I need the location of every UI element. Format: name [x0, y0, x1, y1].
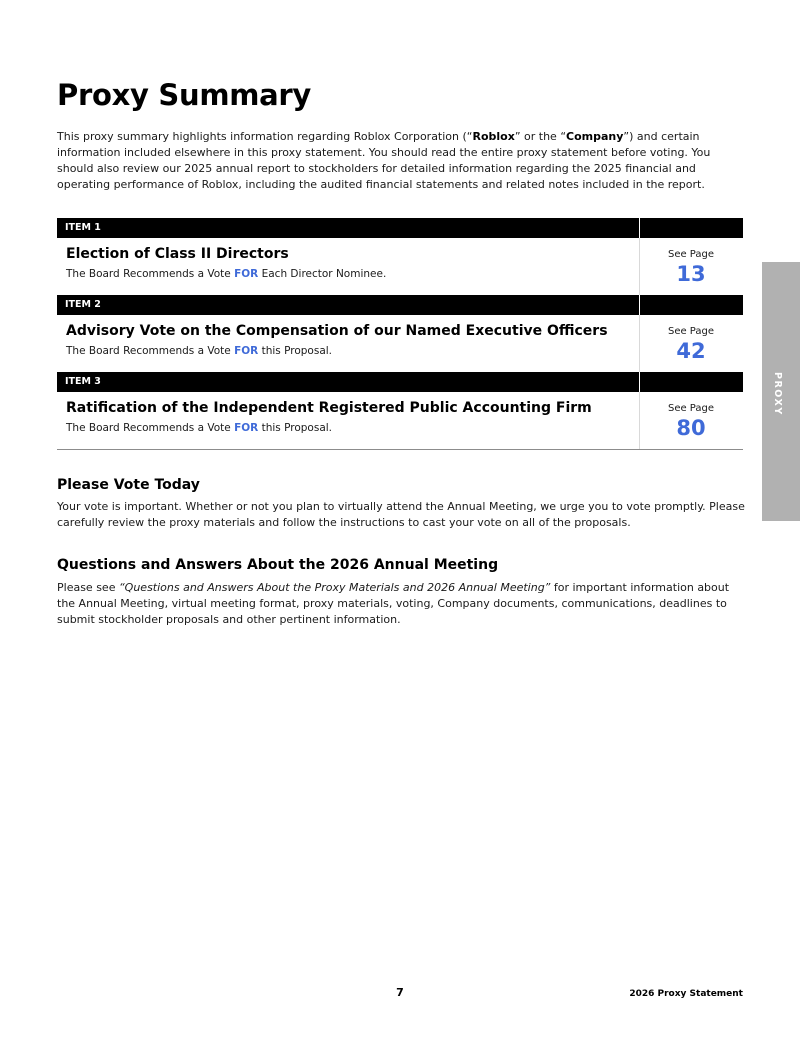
- recommendation-for: FOR: [234, 345, 259, 357]
- proposal-title: Election of Class II Directors: [66, 246, 289, 262]
- qa-text-prefix: Please see: [57, 581, 119, 594]
- item-header: [57, 218, 743, 238]
- see-page-label: See Page: [667, 326, 715, 337]
- recommendation-suffix: Each Director Nominee.: [258, 268, 387, 280]
- board-recommendation: [66, 422, 332, 434]
- item-header: [57, 295, 743, 315]
- page-title: Proxy Summary: [57, 78, 312, 112]
- column-divider: [639, 295, 640, 315]
- recommendation-suffix: this Proposal.: [258, 422, 333, 434]
- intro-text-3: ”) and certain information included elsewhere in this proxy statement. You should read the entire proxy statement before voting. You should also review our 2025 annual report to stockholders for detailed information regarding the 2025 financial and operating performance of Roblox, including the audited financial statements and related notes included in the report.: [57, 130, 711, 191]
- proposals-table: [57, 218, 743, 450]
- intro-paragraph: [57, 129, 747, 193]
- board-recommendation: [66, 345, 332, 357]
- intro-text-1: This proxy summary highlights information regarding Roblox Corporation (“: [57, 130, 473, 143]
- proposal-row: [57, 392, 743, 449]
- vote-today-heading: Please Vote Today: [57, 477, 200, 493]
- recommendation-for: FOR: [234, 422, 259, 434]
- proposal-row: [57, 238, 743, 295]
- page-reference-link[interactable]: 80: [676, 416, 706, 440]
- qa-text-suffix: for important information about the Annual Meeting, virtual meeting format, proxy materials, voting, Company documents, communications, deadlines to submit stockholder proposals and other pertinent information.: [57, 581, 730, 626]
- qa-section-reference[interactable]: “Questions and Answers About the Proxy Materials and 2026 Annual Meeting”: [118, 581, 551, 594]
- recommendation-for: FOR: [234, 268, 259, 280]
- table-bottom-rule: [57, 449, 743, 450]
- item-label: ITEM 3: [65, 376, 101, 387]
- intro-text-2: ” or the “: [514, 130, 567, 143]
- item-label: ITEM 2: [65, 299, 101, 310]
- qa-body: [57, 580, 747, 628]
- see-page-label: See Page: [667, 249, 715, 260]
- proposal-row: [57, 315, 743, 372]
- recommendation-prefix: The Board Recommends a Vote: [66, 268, 235, 280]
- item-label: ITEM 1: [65, 222, 101, 233]
- intro-bold-company: Company: [566, 130, 624, 143]
- see-page-label: See Page: [667, 403, 715, 414]
- column-divider: [639, 218, 640, 238]
- side-tab-label: PROXY: [772, 372, 783, 416]
- board-recommendation: [66, 268, 386, 280]
- qa-heading: Questions and Answers About the 2026 Annual Meeting: [57, 557, 499, 573]
- recommendation-suffix: this Proposal.: [258, 345, 333, 357]
- recommendation-prefix: The Board Recommends a Vote: [66, 422, 235, 434]
- side-section-tab: [762, 262, 800, 521]
- vote-today-body: Your vote is important. Whether or not you plan to virtually attend the Annual Meeting, we urge you to vote promptly. Please carefully review the proxy materials and follow the instructions to cast your vote on all of the proposals.: [57, 500, 745, 529]
- page-number: 7: [396, 986, 404, 999]
- column-divider: [639, 372, 640, 392]
- page-reference-link[interactable]: 42: [676, 339, 706, 363]
- footer-document-title: 2026 Proxy Statement: [629, 989, 743, 999]
- proposal-title: Ratification of the Independent Registered Public Accounting Firm: [66, 400, 592, 416]
- recommendation-prefix: The Board Recommends a Vote: [66, 345, 235, 357]
- intro-bold-roblox: Roblox: [472, 130, 515, 143]
- page-reference-link[interactable]: 13: [676, 262, 706, 286]
- proposal-title: Advisory Vote on the Compensation of our Named Executive Officers: [66, 323, 608, 339]
- item-header: [57, 372, 743, 392]
